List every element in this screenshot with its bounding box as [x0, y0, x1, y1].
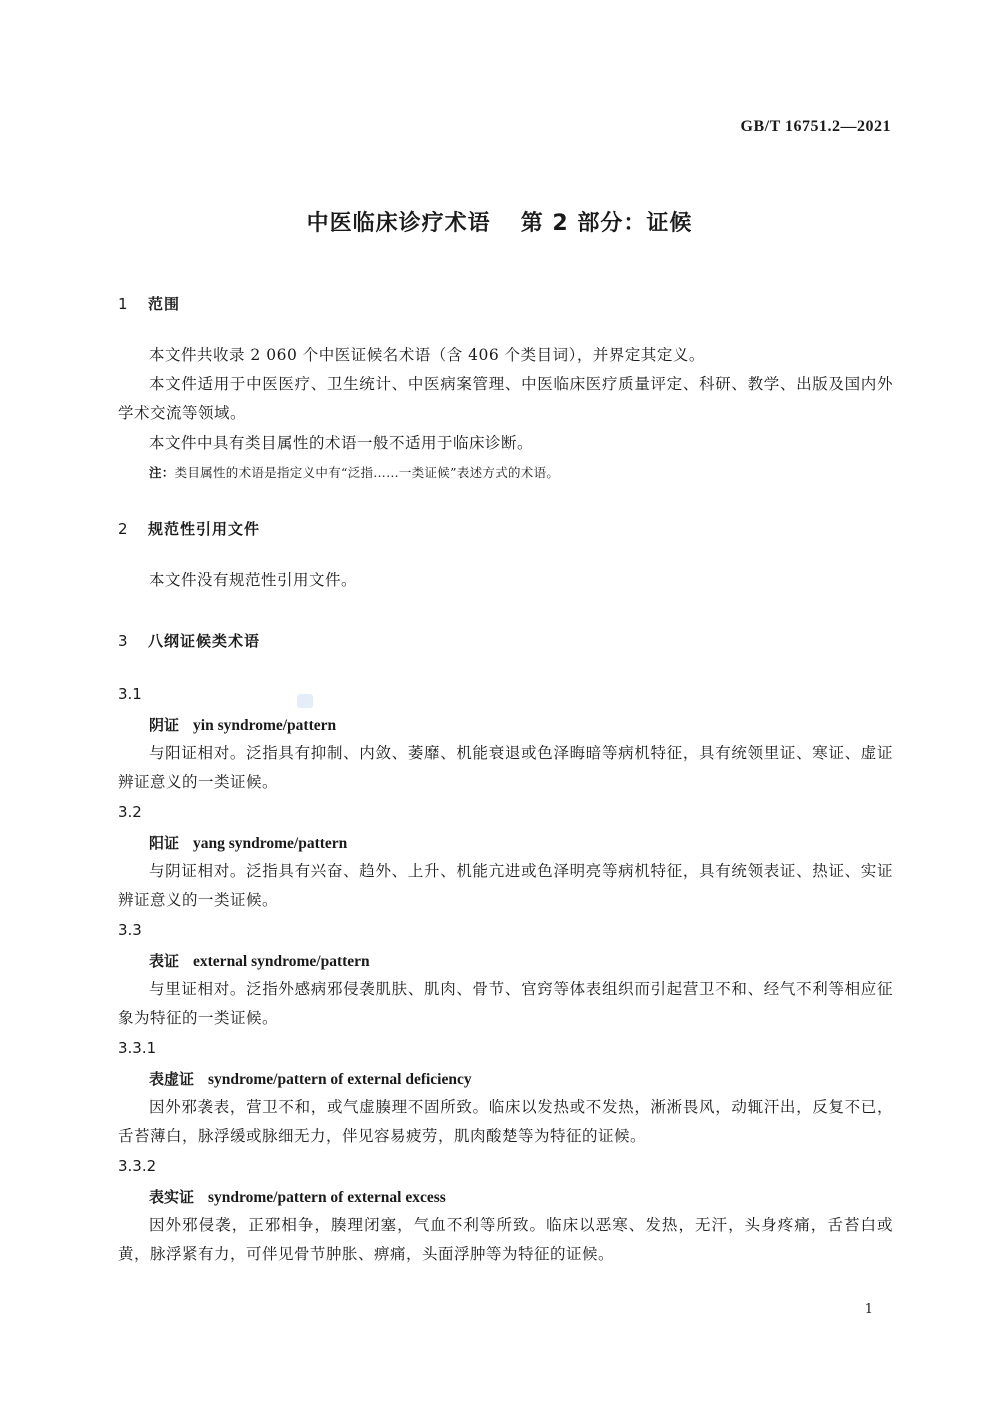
clause-number: 3.1	[118, 685, 142, 703]
section-2-heading	[118, 518, 260, 539]
standard-number: GB/T 16751.2—2021	[740, 118, 891, 135]
section-1-title: 范围	[148, 295, 181, 313]
clause-number: 3.3.2	[118, 1157, 157, 1175]
clause-number: 3.2	[118, 803, 142, 821]
note-text: 类目属性的术语是指定义中有“泛指……一类证候”表述方式的术语。	[174, 465, 560, 480]
section-1-heading	[118, 293, 180, 314]
clause-number: 3.3	[118, 921, 142, 939]
term-entry	[149, 1186, 446, 1207]
section-2-title: 规范性引用文件	[148, 520, 261, 538]
section-3-number: 3	[118, 632, 129, 650]
term-chinese: 阳证	[149, 834, 180, 852]
section-2-number: 2	[118, 520, 129, 538]
section-3-title: 八纲证候类术语	[148, 632, 261, 650]
term-english: yang syndrome/pattern	[193, 835, 348, 852]
term-chinese: 阴证	[149, 716, 180, 734]
term-chinese: 表证	[149, 952, 180, 970]
term-entry	[149, 714, 336, 735]
section-3-heading	[118, 630, 260, 651]
term-english: syndrome/pattern of external excess	[208, 1189, 446, 1206]
term-definition: 因外邪袭表，营卫不和，或气虚腠理不固所致。临床以发热或不发热，淅淅畏风，动辄汗出，反复不已，舌苔薄白，脉浮缓或脉细无力，伴见容易疲劳，肌肉酸楚等为特征的证候。	[118, 1098, 893, 1145]
term-english: external syndrome/pattern	[193, 953, 370, 970]
term-definition: 与里证相对。泛指外感病邪侵袭肌肤、肌肉、骨节、官窍等体表组织而引起营卫不和、经气不利等相应征象为特征的一类证候。	[118, 980, 893, 1027]
term-definition: 与阴证相对。泛指具有兴奋、趋外、上升、机能亢进或色泽明亮等病机特征，具有统领表证、热证、实证辨证意义的一类证候。	[118, 862, 893, 909]
section-1-paragraph-2: 本文件适用于中医医疗、卫生统计、中医病案管理、中医临床医疗质量评定、科研、教学、出版及国内外学术交流等领域。	[118, 375, 893, 422]
term-definition: 与阳证相对。泛指具有抑制、内敛、萎靡、机能衰退或色泽晦暗等病机特征，具有统领里证、寒证、虚证辨证意义的一类证候。	[118, 744, 893, 791]
term-definition: 因外邪侵袭，正邪相争，腠理闭塞，气血不利等所致。临床以恶寒、发热，无汗，头身疼痛，舌苔白或黄，脉浮紧有力，可伴见骨节肿胀、痹痛，头面浮肿等为特征的证候。	[118, 1216, 893, 1263]
term-entry	[149, 832, 347, 853]
term-english: syndrome/pattern of external deficiency	[208, 1071, 472, 1088]
note-label: 注：	[149, 465, 175, 480]
title-part: 第 2 部分：证候	[520, 211, 693, 236]
title-main: 中医临床诊疗术语	[306, 211, 491, 236]
section-1-paragraph-1: 本文件共收录 2 060 个中医证候名术语（含 406 个类目词），并界定其定义。	[149, 346, 705, 364]
term-chinese: 表实证	[149, 1188, 195, 1206]
term-entry	[149, 950, 370, 971]
term-chinese: 表虚证	[149, 1070, 195, 1088]
term-entry	[149, 1068, 472, 1089]
section-1-paragraph-3: 本文件中具有类目属性的术语一般不适用于临床诊断。	[149, 434, 534, 452]
clause-number: 3.3.1	[118, 1039, 157, 1057]
section-1-number: 1	[118, 295, 129, 313]
page-number: 1	[864, 1302, 873, 1317]
term-english: yin syndrome/pattern	[193, 717, 337, 734]
section-1-note	[149, 463, 559, 481]
section-2-paragraph-1: 本文件没有规范性引用文件。	[149, 571, 358, 589]
watermark-icon	[297, 694, 313, 708]
document-title	[0, 206, 999, 237]
